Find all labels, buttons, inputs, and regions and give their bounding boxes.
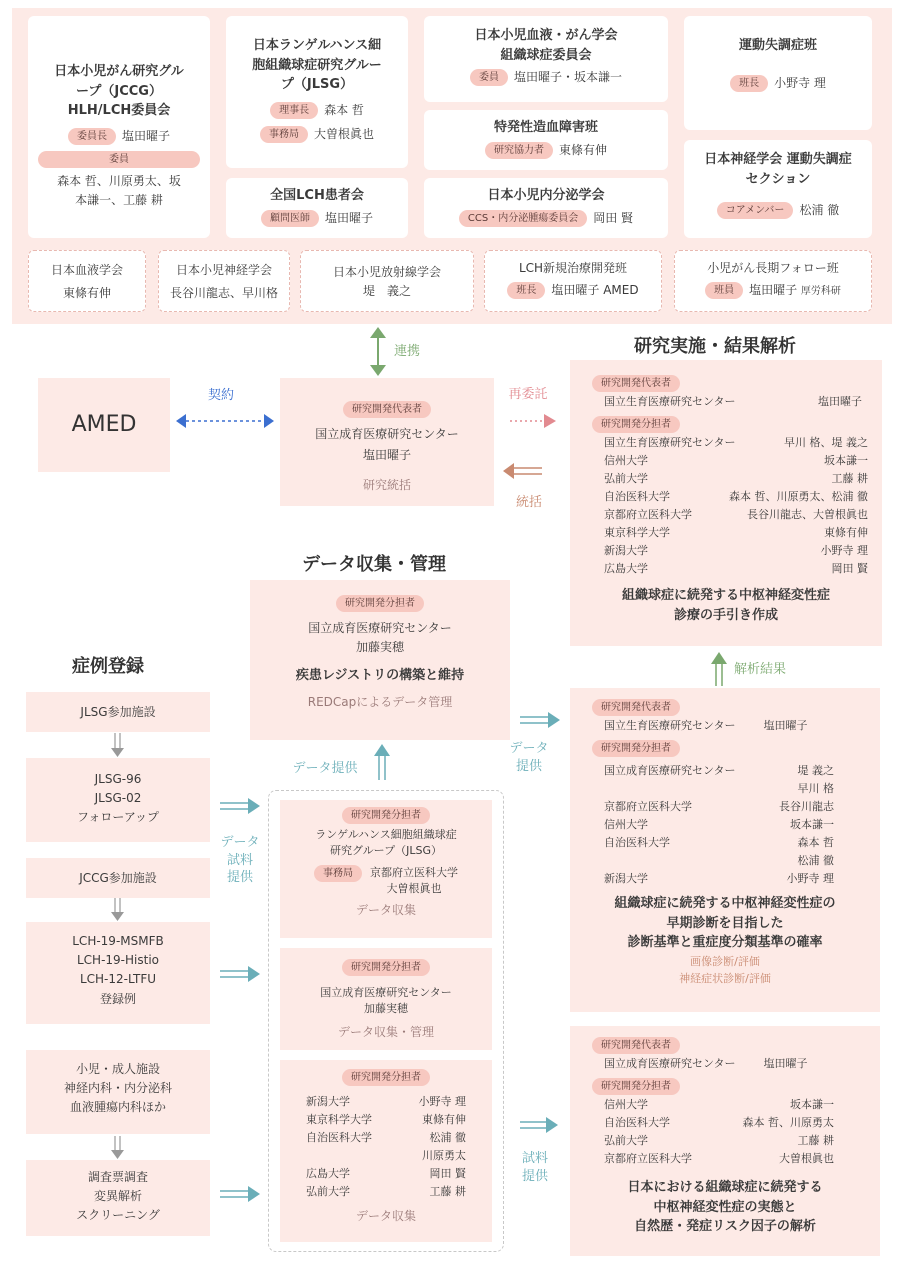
- dc-person: 松浦 徹: [429, 1131, 466, 1145]
- r2-rep-org: 国立生育医療研究センター: [604, 719, 736, 733]
- r1-person: 東條有伸: [824, 526, 868, 540]
- data-teikyo-label: データ提供: [292, 761, 358, 776]
- r2-row: [570, 870, 880, 888]
- share-tag: 研究開発分担者: [342, 807, 430, 824]
- dc-org: 東京科学大学: [306, 1113, 372, 1127]
- r2-org: 自治医科大学: [604, 836, 670, 850]
- r1-row: [570, 542, 882, 560]
- amed-label: AMED: [71, 412, 137, 437]
- jspe-member: 岡田 賢: [593, 210, 634, 225]
- dc-org: 新潟大学: [306, 1095, 350, 1109]
- member-tag: 委員: [38, 151, 200, 168]
- r3-rows: [570, 1096, 880, 1168]
- longterm-crew: 塩田曜子: [749, 282, 798, 297]
- rep-tag: 研究開発代表者: [343, 401, 431, 418]
- r2-person: 坂本謙一: [790, 818, 834, 832]
- r1-rep-name: 塩田曜子: [818, 395, 862, 409]
- longterm-title: 小児がん長期フォロー班: [707, 261, 839, 275]
- jsn-core: 松浦 徹: [799, 203, 840, 217]
- case-facilities: [26, 1050, 210, 1134]
- dc-person: 岡田 賢: [429, 1167, 466, 1181]
- case-survey-label: 調査票調査 変異解析 スクリーニング: [76, 1170, 160, 1223]
- kaiseki-label: 解析結果: [734, 662, 787, 677]
- r2-row: [570, 762, 880, 780]
- data-heading: データ収集・管理: [302, 554, 446, 575]
- crew-tag: 班員: [705, 282, 743, 299]
- longterm-crew-note: 厚労科研: [800, 285, 841, 297]
- research-box-3: [570, 1026, 880, 1256]
- case-jccg-protocols-label: LCH-19-MSMFB LCH-19-Histio LCH-12-LTFU 登録例: [72, 934, 164, 1006]
- jlsg-office: 大曽根眞也: [313, 127, 374, 142]
- share-tag: 研究開発分担者: [336, 595, 424, 612]
- dc-ncchd-foot: データ収集・管理: [337, 1025, 434, 1040]
- r2-row: [570, 798, 880, 816]
- hemato-collab: 東條有伸: [558, 142, 607, 157]
- case-jlsg-sites: [26, 692, 210, 732]
- director-tag: 理事長: [270, 102, 318, 119]
- r1-org: 信州大学: [604, 454, 648, 468]
- r2-sub1: 画像診断/評価: [690, 954, 760, 968]
- dc-ncchd: [280, 948, 492, 1050]
- r1-person: 森本 哲、川原勇太、松浦 徹: [729, 490, 868, 504]
- tokatsu-label: 統括: [515, 495, 542, 510]
- r2-row: [570, 780, 880, 798]
- center-name: 塩田曜子: [362, 448, 411, 463]
- dc-ncchd-org: 国立成育医療研究センター: [320, 986, 452, 1000]
- center-org: 国立成育医療研究センター: [315, 427, 459, 442]
- data-mgmt-box: [250, 580, 510, 740]
- jscn-title: 日本小児神経学会: [175, 263, 272, 277]
- r3-person: 坂本謙一: [790, 1098, 834, 1112]
- dc-person: 小野寺 理: [418, 1095, 466, 1109]
- lch-patients-title: 全国LCH患者会: [270, 188, 364, 203]
- r1-row: [570, 488, 882, 506]
- jspe-title: 日本小児内分泌学会: [487, 188, 605, 203]
- case-jlsg-protocols-label: JLSG-96 JLSG-02 フォローアップ: [77, 772, 159, 825]
- r1-result: 組織球症に続発する中枢神経変性症 診療の手引き作成: [621, 588, 830, 623]
- dc-row: [280, 1147, 492, 1165]
- r1-row: [570, 434, 882, 452]
- r2-person: 森本 哲: [797, 836, 834, 850]
- jccg-chair: 塩田曜子: [121, 128, 170, 143]
- rep-tag: 研究開発代表者: [592, 699, 680, 716]
- r2-person: 長谷川龍志: [779, 800, 834, 814]
- r2-org: 新潟大学: [604, 872, 648, 886]
- jlsg-director: 森本 哲: [324, 102, 364, 117]
- dc-person: 東條有伸: [422, 1113, 466, 1127]
- member-tag: 委員: [470, 69, 508, 86]
- jspr-title: 日本小児放射線学会: [332, 265, 441, 279]
- r1-row: [570, 506, 882, 524]
- office-tag: 事務局: [260, 126, 308, 143]
- r1-person: 小野寺 理: [820, 544, 868, 558]
- dc-person: 川原勇太: [422, 1149, 466, 1163]
- amed-box: [38, 378, 170, 472]
- r3-org: 弘前大学: [604, 1134, 648, 1148]
- jsn-title: 日本神経学会 運動失調症セクション: [704, 152, 852, 187]
- case-jccg-sites-label: JCCG参加施設: [79, 871, 157, 885]
- share-tag: 研究開発分担者: [342, 1069, 430, 1086]
- r2-sub2: 神経症状診断/評価: [679, 971, 771, 985]
- ataxia-leader: 小野寺 理: [774, 75, 826, 90]
- dc-univ-foot: データ収集: [355, 1209, 416, 1224]
- rep-tag: 研究開発代表者: [592, 1037, 680, 1054]
- case-jccg-protocols: [26, 922, 210, 1024]
- r2-person: 小野寺 理: [786, 872, 834, 886]
- case-jccg-sites: [26, 858, 210, 898]
- renkei-label: 連携: [394, 344, 421, 359]
- r2-person: 堤 義之: [797, 764, 834, 778]
- r3-row: [570, 1114, 880, 1132]
- lch-new-leader: 塩田曜子 AMED: [551, 282, 639, 297]
- data-mgmt-name: 加藤実穂: [355, 640, 404, 655]
- dc-jlsg-office: 京都府立医科大学 大曽根眞也: [370, 866, 458, 896]
- dc-row: [280, 1129, 492, 1147]
- r3-rep-name: 塩田曜子: [763, 1057, 808, 1071]
- data-mgmt-main: 疾患レジストリの構築と維持: [295, 667, 465, 683]
- ccs-tag: CCS・内分泌腫瘍委員会: [459, 210, 587, 227]
- share-tag: 研究開発分担者: [592, 740, 680, 757]
- jspho-title: 日本小児血液・がん学会 組織球症委員会: [474, 28, 618, 63]
- dc-org: 広島大学: [306, 1167, 350, 1181]
- r2-org: 国立成育医療研究センター: [604, 764, 736, 778]
- jspr-name: 堤 義之: [362, 283, 411, 298]
- data-teikyo2-label: データ 提供: [509, 741, 549, 774]
- advisor-tag: 顧問医師: [261, 210, 319, 227]
- r1-rows: [570, 434, 882, 578]
- research-box-2: [570, 688, 880, 1012]
- data-mgmt-sub: REDCapによるデータ管理: [307, 695, 453, 710]
- r1-org: 東京科学大学: [604, 526, 670, 540]
- r1-row: [570, 524, 882, 542]
- office-tag: 事務局: [314, 865, 362, 882]
- r3-org: 信州大学: [604, 1098, 648, 1112]
- center-box: [280, 378, 494, 506]
- r1-org: 弘前大学: [604, 472, 648, 486]
- dc-row: [280, 1183, 492, 1201]
- r3-row: [570, 1150, 880, 1168]
- r3-person: 森本 哲、川原勇太: [742, 1116, 834, 1130]
- r3-person: 大曽根眞也: [779, 1152, 834, 1166]
- core-tag: コアメンバー: [717, 202, 794, 219]
- r1-rep-org: 国立生育医療研究センター: [604, 395, 736, 409]
- research-heading: 研究実施・結果解析: [634, 336, 796, 357]
- r1-org: 自治医科大学: [604, 490, 670, 504]
- r1-person: 岡田 賢: [831, 562, 868, 576]
- jsh-title: 日本血液学会: [50, 263, 123, 277]
- dc-ncchd-name: 加藤実穂: [364, 1002, 408, 1016]
- collab-tag: 研究協力者: [485, 142, 553, 159]
- r2-org: 信州大学: [604, 818, 648, 832]
- jccg-members: 森本 哲、川原勇太、坂本謙一、工藤 耕: [57, 174, 181, 207]
- r2-row: [570, 852, 880, 870]
- r1-person: 坂本謙一: [824, 454, 868, 468]
- jspho-member: 塩田曜子・坂本謙一: [513, 70, 622, 84]
- r1-org: 新潟大学: [604, 544, 648, 558]
- dc-org: 自治医科大学: [306, 1131, 372, 1145]
- saiitaku-label: 再委託: [508, 387, 548, 402]
- jsh-name: 東條有伸: [62, 285, 111, 300]
- r3-person: 工藤 耕: [797, 1134, 834, 1148]
- r1-row: [570, 452, 882, 470]
- ataxia-title: 運動失調症班: [738, 38, 817, 53]
- keiyaku-label: 契約: [207, 388, 234, 403]
- dc-row: [280, 1165, 492, 1183]
- r1-person: 工藤 耕: [831, 472, 868, 486]
- case-facilities-label: 小児・成人施設 神経内科・内分泌科 血液腫瘍内科ほか: [63, 1062, 172, 1115]
- dc-univ: [280, 1060, 492, 1242]
- r1-org: 国立生育医療研究センター: [604, 436, 736, 450]
- r1-person: 早川 格、堤 義之: [784, 436, 868, 450]
- hemato-title: 特発性造血障害班: [493, 120, 598, 135]
- r2-person: 松浦 徹: [797, 854, 834, 868]
- leader-tag: 班長: [507, 282, 545, 299]
- rep-tag: 研究開発代表者: [592, 375, 680, 392]
- r1-org: 広島大学: [604, 562, 648, 576]
- case-jlsg-protocols: [26, 758, 210, 842]
- leader-tag: 班長: [730, 75, 768, 92]
- dc-univ-rows: [280, 1093, 492, 1201]
- lch-patients-advisor: 塩田曜子: [324, 210, 373, 225]
- dc-jlsg-org: ランゲルハンス細胞組織球症 研究グループ（JLSG）: [315, 828, 457, 858]
- share-tag: 研究開発分担者: [592, 1078, 680, 1095]
- dc-jlsg: [280, 800, 492, 938]
- r3-row: [570, 1132, 880, 1150]
- dc-org: 弘前大学: [306, 1185, 350, 1199]
- jscn-name: 長谷川龍志、早川格: [169, 285, 278, 300]
- r3-org: 京都府立医科大学: [604, 1152, 692, 1166]
- r2-org: 京都府立医科大学: [604, 800, 692, 814]
- chair-tag: 委員長: [68, 128, 116, 145]
- r2-person: 早川 格: [797, 782, 834, 796]
- center-role: 研究統括: [362, 477, 411, 492]
- case-jlsg-sites-label: JLSG参加施設: [80, 705, 156, 719]
- r2-rep-name: 塩田曜子: [763, 719, 808, 733]
- r1-org: 京都府立医科大学: [604, 508, 692, 522]
- r2-row: [570, 834, 880, 852]
- r2-result: 組織球症に続発する中枢神経変性症の 早期診断を目指した 診断基準と重症度分類基準の確率: [614, 896, 836, 951]
- dc-row: [280, 1093, 492, 1111]
- r1-row: [570, 470, 882, 488]
- data-mgmt-org: 国立成育医療研究センター: [308, 621, 452, 636]
- shiryo-label: 試料 提供: [521, 1151, 548, 1184]
- r2-rows: [570, 762, 880, 888]
- lch-new-title: LCH新規治療開発班: [518, 261, 628, 275]
- r1-person: 長谷川龍志、大曽根眞也: [747, 508, 868, 522]
- r3-org: 自治医科大学: [604, 1116, 670, 1130]
- research-box-1: [570, 360, 882, 646]
- dc-row: [280, 1111, 492, 1129]
- cases-heading: 症例登録: [72, 656, 144, 677]
- case-survey: [26, 1160, 210, 1236]
- r2-row: [570, 816, 880, 834]
- r3-row: [570, 1096, 880, 1114]
- share-tag: 研究開発分担者: [592, 416, 680, 433]
- jlsg-title: 日本ランゲルハンス細胞組織球症研究グループ（JLSG）: [252, 38, 382, 92]
- data-shiryo-label: データ 試料 提供: [220, 835, 260, 886]
- r3-rep-org: 国立成育医療研究センター: [604, 1057, 736, 1071]
- r3-result: 日本における組織球症に続発する 中枢神経変性症の実態と 自然歴・発症リスク因子の解析: [627, 1180, 823, 1235]
- dc-jlsg-foot: データ収集: [355, 903, 416, 918]
- dc-person: 工藤 耕: [429, 1185, 466, 1199]
- share-tag: 研究開発分担者: [342, 959, 430, 976]
- jccg-title: 日本小児がん研究グループ（JCCG）HLH/LCH委員会: [54, 64, 184, 118]
- r1-row: [570, 560, 882, 578]
